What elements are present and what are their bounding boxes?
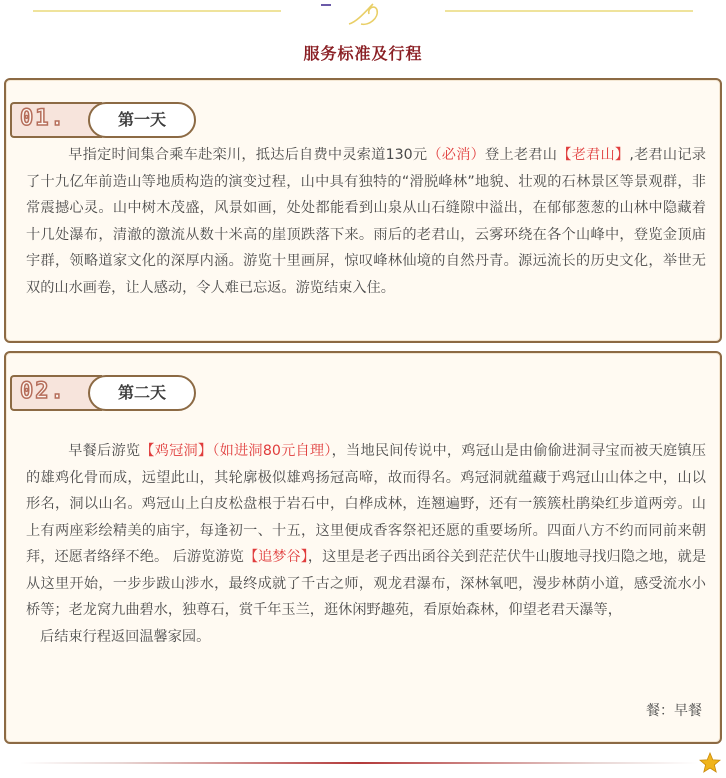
text-segment: 早餐后游览 [68, 443, 141, 459]
day-card-1 [4, 78, 722, 343]
closing-text: 后结束行程返回温馨家园。 [40, 628, 211, 645]
day-number: 01. [20, 106, 66, 131]
meal-info: 餐：早餐 [646, 703, 702, 719]
header-line-right [445, 10, 693, 12]
day-2-description [26, 438, 706, 650]
text-segment-highlight: 【鸡冠洞】（如进洞80元自理） [140, 443, 332, 459]
day-1-description [26, 142, 706, 301]
text-segment: 早指定时间集合乘车赴栾川，抵达后自费中灵索道130元 [68, 147, 428, 163]
text-segment: 登上老君山 [485, 147, 558, 163]
text-segment-highlight: 【老君山】 [557, 147, 630, 163]
footer-line [20, 762, 698, 764]
text-segment: ,老君山记录了十九亿年前造山等地质构造的演变过程，山中具有独特的“滑脱峰林”地貌、壮观的石林景区等景观群，非常震撼心灵。山中树木茂盛，风景如画，处处都能看到山泉从山石缝隙中溢出，在郁郁葱葱的山林中隐藏着十几处瀑布，清澈的激流从数十米高的崖顶跌落下来。雨后的老君山，云雾环绕在各个山峰中，登览金顶庙宇群，领略道家文化的深厚内涵。游览十里画屏，惊叹峰林仙境的自然丹青。源远流长的历史文化，举世无双的山水画卷，让人感动，令人难已忘返。游览结束入住。 [26, 147, 706, 296]
text-segment-highlight: （必消） [427, 147, 486, 163]
day-label: 第一天 [117, 110, 166, 129]
day-label-pill [88, 102, 196, 138]
swirl-ornament-icon [343, 0, 388, 28]
day-label: 第二天 [117, 383, 166, 402]
star-icon [699, 752, 721, 774]
section-title: 服务标准及行程 [303, 44, 423, 63]
day-card-2 [4, 351, 722, 744]
text-segment: ，这里是老子西出函谷关到茫茫伏牛山腹地寻找归隐之地，就是从这里开始，一步步跋山涉水，最终成就了千古之师，观龙君瀑布，深林氧吧，漫步林荫小道，感受流水小桥等；老龙窝九曲碧水，独尊石，赏千年玉兰，逛休闲野趣苑，看原始森林，仰望老君天瀑等， [26, 549, 707, 618]
day-number: 02. [20, 379, 66, 404]
text-segment-highlight: 【追梦谷】 [243, 549, 308, 565]
day-label-pill [88, 375, 196, 411]
header-line-left [33, 10, 281, 12]
header-dash [321, 4, 331, 6]
text-segment: ，当地民间传说中，鸡冠山是由偷偷进洞寻宝而被天庭镇压的雄鸡化骨而成，远望此山，其轮廓极似雄鸡扬冠高啼，故而得名。鸡冠洞就蕴藏于鸡冠山山体之中，山以形名，洞以山名。鸡冠山上白皮松盘根于岩石中，白桦成林，连翘遍野，还有一簇簇杜鹃染红步道两旁。山上有两座彩绘精美的庙宇，每逢初一、十五，这里便成香客祭祀还愿的重要场所。四面八方不约而同前来朝拜，还愿者络绎不绝。 后游览游览 [26, 443, 706, 565]
